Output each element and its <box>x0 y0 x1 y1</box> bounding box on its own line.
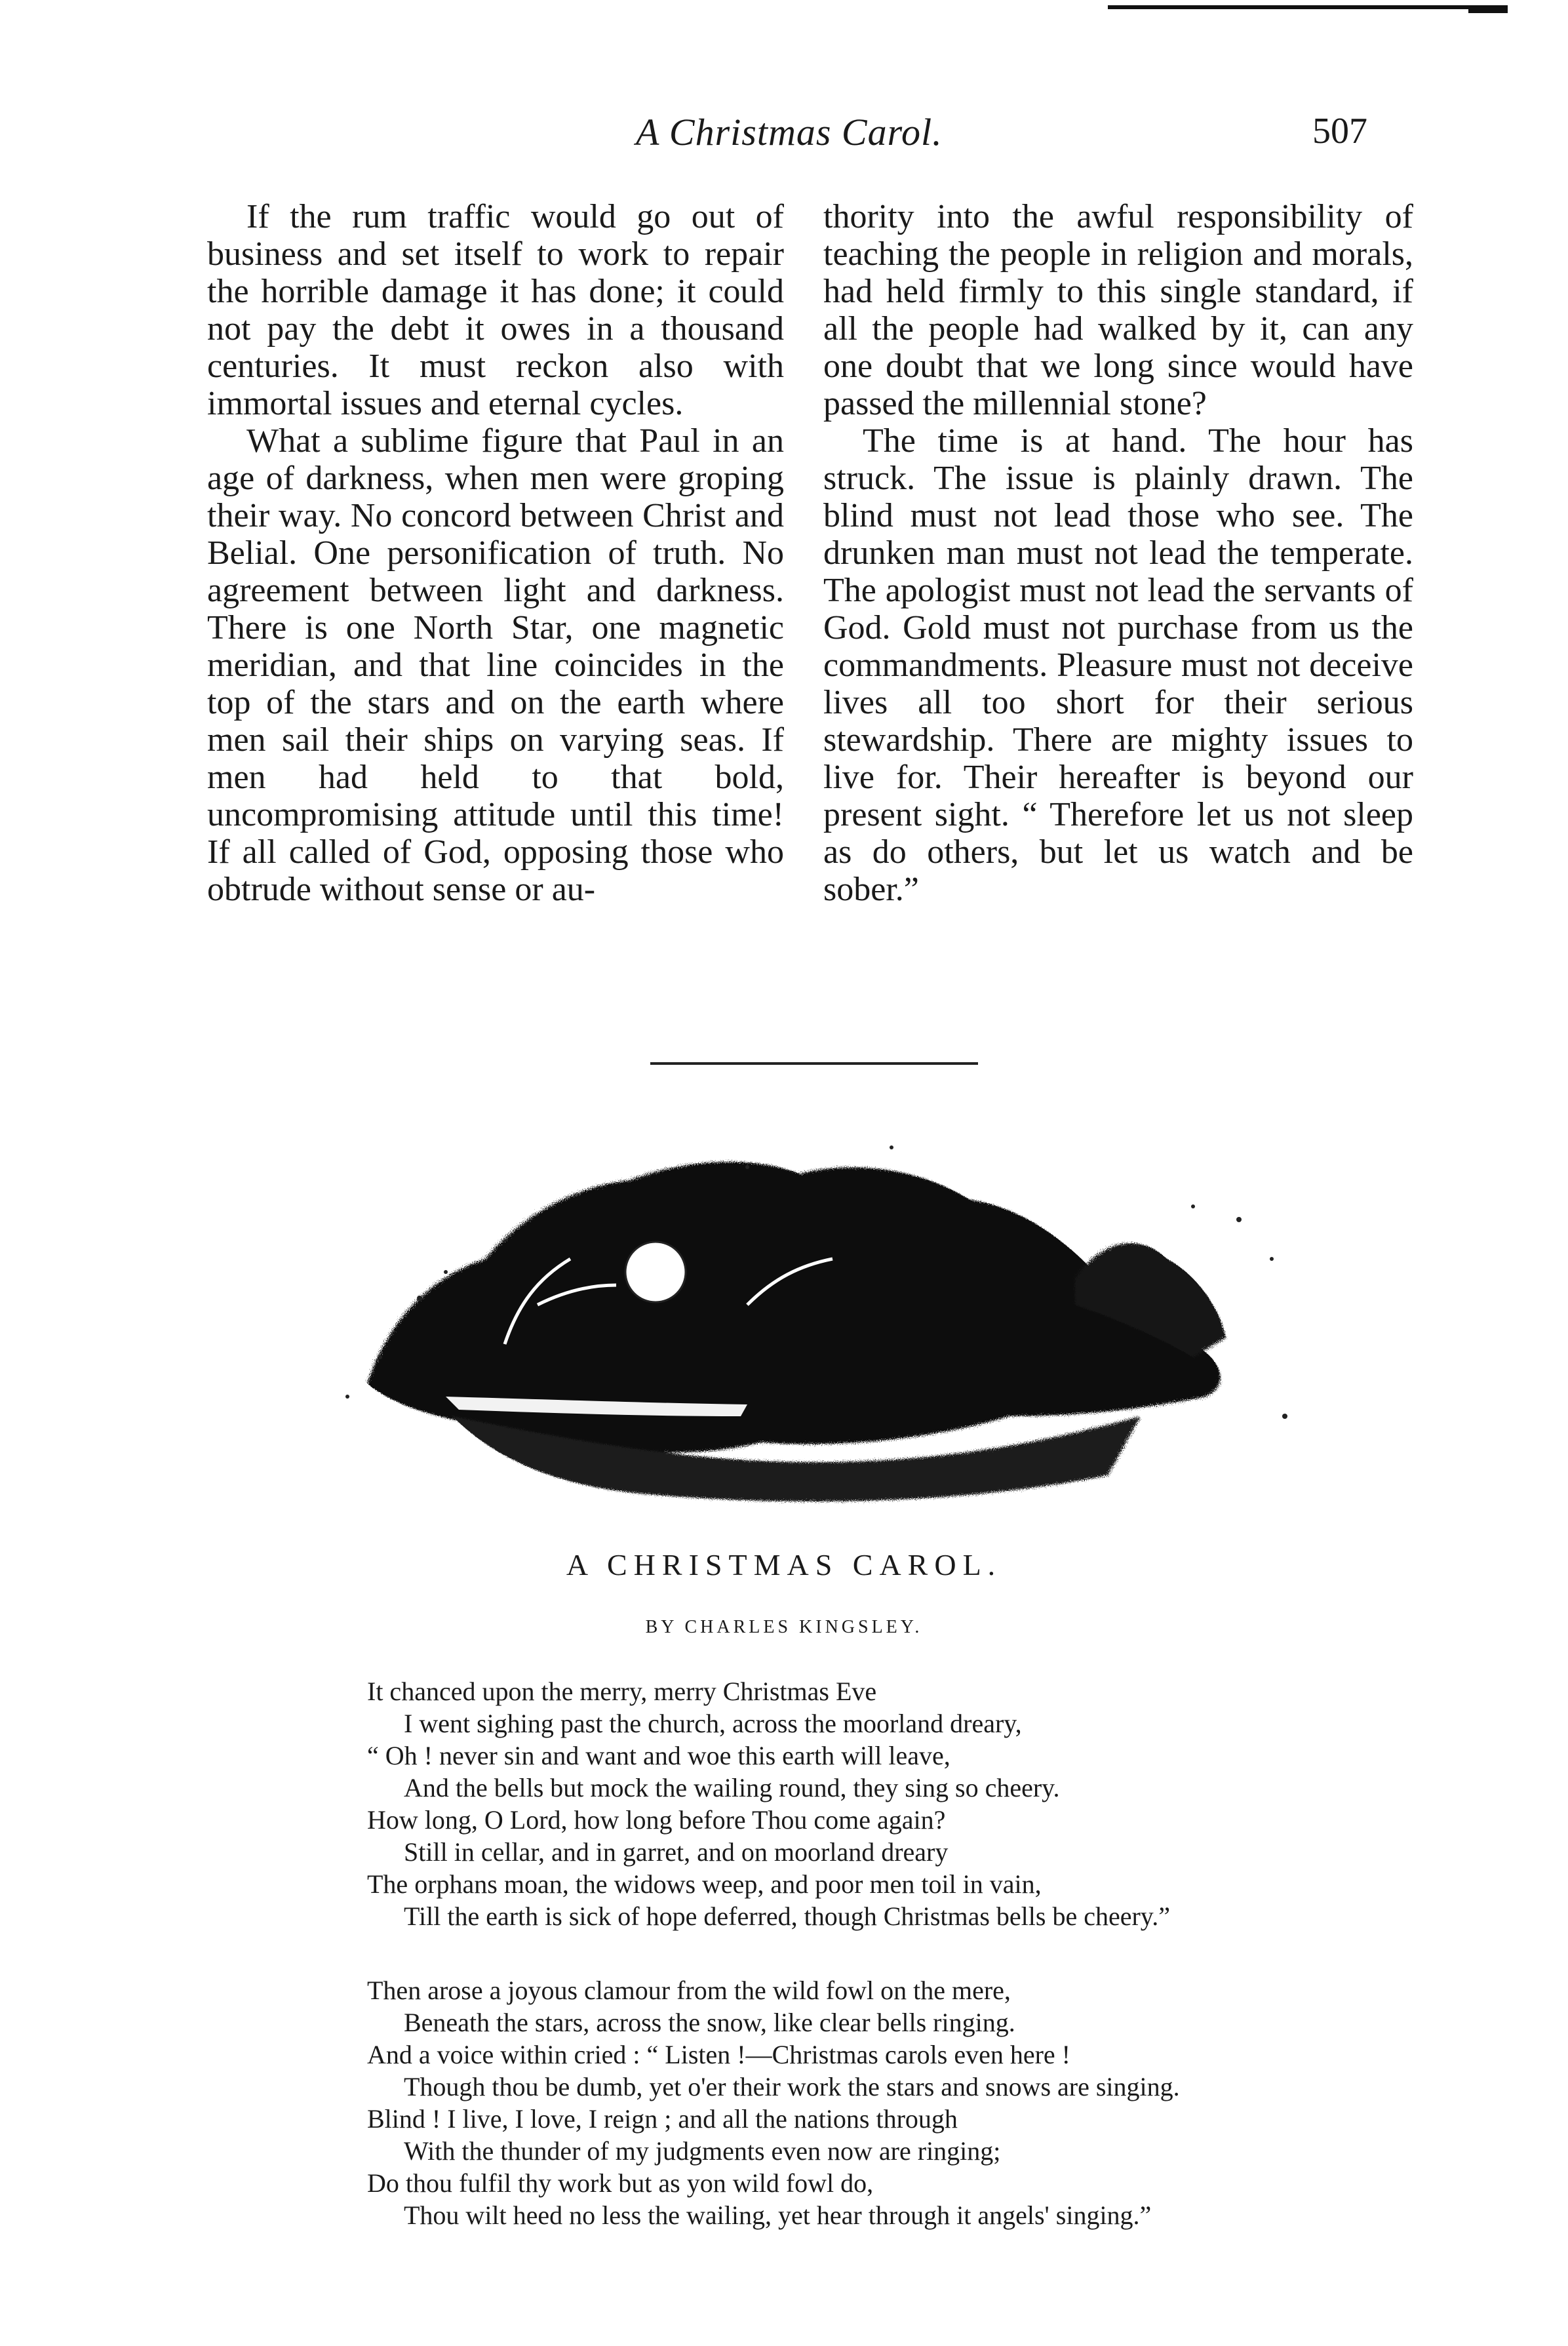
poem-line: And a voice within cried : “ Listen !—Christmas carols even here ! <box>367 2040 1070 2069</box>
top-rule <box>1108 5 1508 9</box>
paragraph: The time is at hand. The hour has struck. The issue is plainly drawn. The blind must not lead those who see. The drunken man must not lead the temperate. The apologist must not lead the servants of God. Gold must not purchase from us the commandments. Pleasure must not deceive lives all too short for their serious stewardship. There are mighty issues to live for. Their hereafter is beyond our present sight. “ Therefore let us not sleep as do others, but let us watch and be sober.” <box>823 422 1413 908</box>
running-header <box>0 110 1568 163</box>
poem-line: I went sighing past the church, across the moorland dreary, <box>404 1709 1022 1738</box>
poem-line: Still in cellar, and in garret, and on moorland dreary <box>404 1837 949 1867</box>
moonlit-landscape-engraving <box>288 1108 1324 1515</box>
paragraph: What a sublime figure that Paul in an age of darkness, when men were groping their way. No concord between Christ and Belial. One personification of truth. No agreement between light and darkness. There is one North Star, one magnetic meridian, and that line coincides in the top of the stars and on the earth where men sail their ships on varying seas. If men had held to that bold, uncompromising attitude until this time! If all called of God, opposing those who obtrude without sense or au- <box>207 422 784 908</box>
poem-line: “ Oh ! never sin and want and woe this earth will leave, <box>367 1741 951 1770</box>
poem-stanza <box>367 1974 1390 2231</box>
poem-line: And the bells but mock the wailing round, they sing so cheery. <box>404 1773 1060 1802</box>
poem-line: It chanced upon the merry, merry Christmas Eve <box>367 1677 877 1706</box>
poem-byline: BY CHARLES KINGSLEY. <box>645 1617 923 1637</box>
poem-line: Though thou be dumb, yet o'er their work the stars and snows are singing. <box>404 2072 1180 2101</box>
paragraph: If the rum traffic would go out of business and set itself to work to repair the horrible damage it has done; it could not pay the debt it owes in a thousand centuries. It must reckon also with immortal issues and eternal cycles. <box>207 198 784 422</box>
poem-body <box>367 1675 1390 2273</box>
poem-line: The orphans moan, the widows weep, and poor men toil in vain, <box>367 1869 1042 1899</box>
poem-line: With the thunder of my judgments even now are ringing; <box>404 2136 1001 2166</box>
poem-line: Beneath the stars, across the snow, like clear bells ringing. <box>404 2008 1015 2037</box>
poem-line: How long, O Lord, how long before Thou come again? <box>367 1805 946 1835</box>
poem-line: Blind ! I live, I love, I reign ; and all the nations through <box>367 2104 958 2134</box>
poem-line: Then arose a joyous clamour from the wild fowl on the mere, <box>367 1976 1011 2005</box>
poem-line: Till the earth is sick of hope deferred, though Christmas bells be cheery.” <box>404 1901 1170 1931</box>
poem-title: A CHRISTMAS CAROL. <box>566 1548 1002 1581</box>
paragraph: thority into the awful responsibility of teaching the people in religion and morals, had held firmly to this single standard, if all the people had walked by it, can any one doubt that we long since would have passed the millennial stone? <box>823 198 1413 422</box>
poem-line: Thou wilt heed no less the wailing, yet hear through it angels' singing.” <box>404 2200 1152 2230</box>
page-number: 507 <box>1312 111 1367 151</box>
poem-line: Do thou fulfil thy work but as yon wild fowl do, <box>367 2168 874 2198</box>
right-column <box>823 198 1413 908</box>
poem-stanza <box>367 1675 1390 1932</box>
section-divider <box>650 1062 978 1065</box>
running-title: A Christmas Carol. <box>636 111 943 153</box>
left-column <box>207 198 784 908</box>
